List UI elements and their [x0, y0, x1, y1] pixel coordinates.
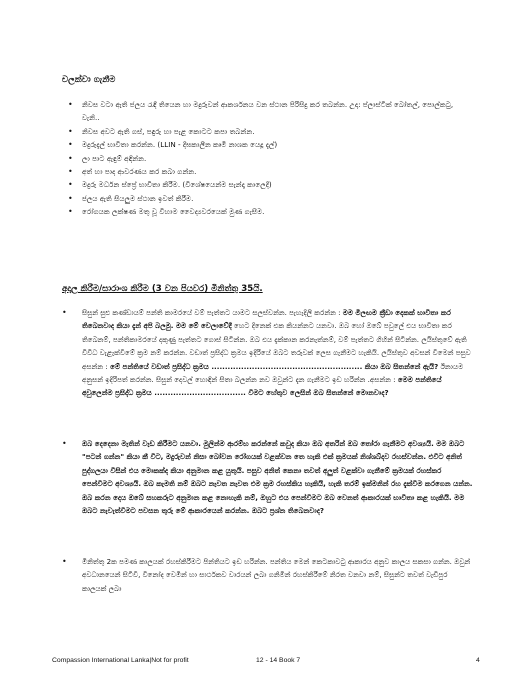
- prevention-list: [62, 98, 472, 219]
- footer-organization: Compassion International Lanka|Not for profit: [52, 657, 189, 664]
- list-item: • රෝගයක ලක්ෂණ මතු වූ විහාම වෛද්‍යවරයෙක් මුණ ගැසීම.: [62, 205, 472, 218]
- section-heading-application: අදාල කිරීම/සාරාංශ කිරීම (3 වන පියවර) මිනිත්තු 35යි.: [62, 284, 263, 294]
- paragraph-bold-text: ඔබ දෙදෙනා මැතින් වැඩ කිරීමට යනවා. මුලින්ම ආරම්භ කරන්නේ කවුද කියා ඔබ අතරින් ඔබ තෝරා ගැනීමට අවශ්‍යයි. මම ඔබට "පටන් ගන්න" කියා කී විට, මදුරුවන් නිසා බෝවන රෝගයක් වළක්වන තෙ හැකි එක් ක්‍රමයක් නිශ්ශබ්දව රහස්වන්න. එවිට අනිත් පුද්ගලයා විසින් එය මොකක්ද කියා අනුමාන කළ යුතුයි. පසුව අනිත් කෙනා තවත් අලුත් වළක්වා ගැනීමේ ක්‍රමයක් රහස්කර පෙන්වීමට අවශ්‍යයි. ඔබ කැමති නම් ඔබට නැවත නැවත එම ක්‍රම රහස්කිය හැකියි, හැකි තරම් ඉක්මනින් රහ දැක්වීම කරගෙන යන්න. ඔබ කරන දෙය ඔබේ සහකරුට අනුමාන කළ නොහැකි නම්, ඔහුට එය පෙන්වීමට ඔබ වෙනත් ආකාරයක් භාවිතා කළ හැකියි.: [82, 439, 473, 502]
- footer-book: 12 - 14 Book 7: [256, 657, 301, 664]
- paragraph-activity-1: [62, 306, 474, 400]
- page-number: 4: [476, 657, 480, 664]
- bullet-icon: •: [62, 439, 67, 448]
- list-item: • නිවස අවට ඇති ගස්, පඳුරු හා පැළ කොටට කපා තබන්න.: [62, 125, 472, 138]
- bullet-icon: •: [62, 557, 67, 566]
- paragraph-activity-2: [62, 437, 474, 517]
- question-text: මෙම පන්තියේ අවුලෙන්ම ප්‍රසිද්ධ ක්‍රමය .................................. වීමට හේතුව ලෙසින් ඔබ සිතන්නේ මොනවාද?: [82, 375, 442, 398]
- bullet-icon: •: [62, 308, 67, 317]
- list-item: • ලා පාට ඇඳුම් අඳින්න.: [62, 152, 472, 165]
- list-item: • ජලය ඇති සියලුම ස්ථාන ඉවත් කිරීම.: [62, 192, 472, 205]
- question-text: මේ පන්තියේ වඩාත් ප්‍රසිද්ධ ක්‍රමය ........................................................ කියා ඔබ සිතන්නේ ඇයි?: [107, 361, 439, 371]
- section-heading-prevention: චලක්වා ගැනීම: [62, 75, 116, 85]
- list-item: • මදුරු මර්ධන ස්ප්‍රේ භාවිතා කිරීම. (විශේෂයෙන්ම සැන්දෑ කාලෙදී): [62, 178, 472, 191]
- question-text: මම ඔබට නැවැත්වීමට පවසන තුරු මේ ආකාරයෙන් කරන්න. ඔබට ප්‍රශ්න තිබෙනවාද?: [82, 492, 465, 516]
- paragraph-text: හෙට දිනෙක් එක කියන්නට යනවා. ඔබ හෝ ඔබේ පවුලේ එය භාවිතා කර තිබෙනම්, පන්තිකාමරයේ දකුණු පැත්තට ගොස් සිටින්න. ඔබ එය දැක්කාන කරනැත්නම්, වම් පැත්තට ගිහින් සිටින්න. ලයිස්තුවේ ඇති විවිධ වැළැක්වීමේ ක්‍රම නම් කරන්න. වඩාත් ප්‍රසිද්ධ ක්‍රමය ඉදිරියේ ඔබට තරුවක් ලෙස ගැනීමට හැකියි. ලයිස්තුව අවසන් වීමෙන් පසුව අසන්න :: [82, 321, 471, 371]
- paragraph-text: සිසුන් සුළු කණ්ඩායම් පන්ති කාමරයේ වම් පැත්තට යාමට සලස්වන්න. පැහැදිලි කරන්න :: [82, 308, 343, 317]
- paragraph-activity-3: [62, 555, 474, 595]
- paragraph-text: මිනිත්තු 2ක පමණ කාලයක් රහස්කිරීමට පින්තියට ඉඩ හරින්න. පන්තිය මෙන් කෙටකාවටු ආකාරය අනුව කාලය සකසා ගන්න. ඔවුන් අවධානයෙන් සිටිවී, විනෝද වෙමින් හා සාර්ථකව වාරයන් ලබා ගනිමින් රහස්කිරීමේ නිරත වනවා නම්, සිසුන්ට තවත් වැඩිපුර කාලයක් ලබා: [82, 557, 471, 593]
- list-item: • අත් හා පාද ආවරණය කර කබා ගන්න.: [62, 165, 472, 178]
- list-item: • මදුරුදැල් භාවිතා කරන්න. (LLIN - දීඝකාලීන කෘමි නාශක යෙදූ දැල්): [62, 138, 472, 151]
- list-item: • නිවස වටා ඇති ජලය රැඳී තියෙන හා මදුරුවන් ආකර්ශනය වන ස්ථාන පිරිසිදු කර තබන්න. උදා: ප්ලාස්ටික් බෝතල්, පොල්කටු, වැනි..: [62, 98, 472, 125]
- paragraph-bold-text: මම මීලඟම ක්‍රීඩා දෙකක් භාවිතා කර තිබෙනවාද කියා දැන් අපි බලමු. මම මේ වෙලාවේදී: [82, 308, 451, 331]
- paragraph-text: ඊනායම අනුසන් ඉදිරිපත් කරන්න. සිසුන් දෙවල් හොඳින් සිතා බලන්න නව ඔවුන්ට දැන ගැනීමට ඉඩ හරින්න .අසන්න :: [82, 361, 464, 385]
